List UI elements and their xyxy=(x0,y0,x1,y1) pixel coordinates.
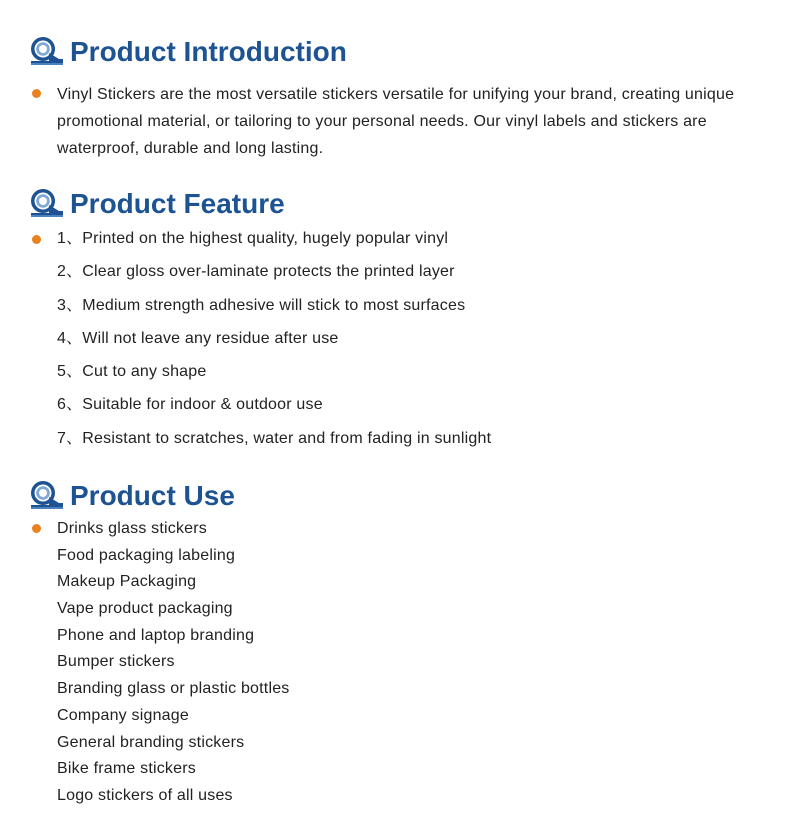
feature-list xyxy=(57,229,491,462)
use-item: Vape product packaging xyxy=(57,600,233,618)
introduction-section xyxy=(30,36,770,157)
blue-tape-roll-icon xyxy=(30,36,64,66)
feature-item: 3、Medium strength adhesive will stick to most surfaces xyxy=(57,296,466,314)
use-item: Bumper stickers xyxy=(57,653,175,671)
feature-item: 4、Will not leave any residue after use xyxy=(57,329,339,347)
feature-item: 2、Clear gloss over-laminate protects the printed layer xyxy=(57,263,455,281)
use-item: Drinks glass stickers xyxy=(57,520,208,537)
use-list xyxy=(57,519,290,813)
feature-title: Product Feature xyxy=(70,188,285,219)
use-item: General branding stickers xyxy=(57,733,245,751)
use-item: Bike frame stickers xyxy=(57,760,196,778)
use-section xyxy=(30,480,770,804)
use-item: Company signage xyxy=(57,706,189,724)
introduction-heading xyxy=(30,36,770,70)
bullet-icon xyxy=(32,524,41,533)
use-item: Branding glass or plastic bottles xyxy=(57,680,290,698)
feature-item: 7、Resistant to scratches, water and from fading in sunlight xyxy=(57,429,492,447)
feature-item: 1、Printed on the highest quality, hugely popular vinyl xyxy=(57,230,449,247)
use-title: Product Use xyxy=(70,480,235,511)
bullet-icon xyxy=(32,235,41,244)
use-heading xyxy=(30,480,770,514)
use-item: Makeup Packaging xyxy=(57,573,197,591)
use-item: Phone and laptop branding xyxy=(57,626,255,644)
feature-heading xyxy=(30,188,770,222)
blue-tape-roll-icon xyxy=(30,480,64,510)
introduction-title: Product Introduction xyxy=(70,36,347,67)
feature-section xyxy=(30,188,770,447)
feature-item: 5、Cut to any shape xyxy=(57,363,207,381)
feature-item: 6、Suitable for indoor & outdoor use xyxy=(57,396,323,414)
blue-tape-roll-icon xyxy=(30,188,64,218)
use-item: Logo stickers of all uses xyxy=(57,786,233,804)
introduction-text: Vinyl Stickers are the most versatile stickers versatile for unifying your brand, creating unique promotional material, or tailoring to your personal needs. Our vinyl labels and stickers are waterproof, durable and long lasting. xyxy=(57,86,735,157)
use-item: Food packaging labeling xyxy=(57,546,236,564)
bullet-icon xyxy=(32,89,41,98)
